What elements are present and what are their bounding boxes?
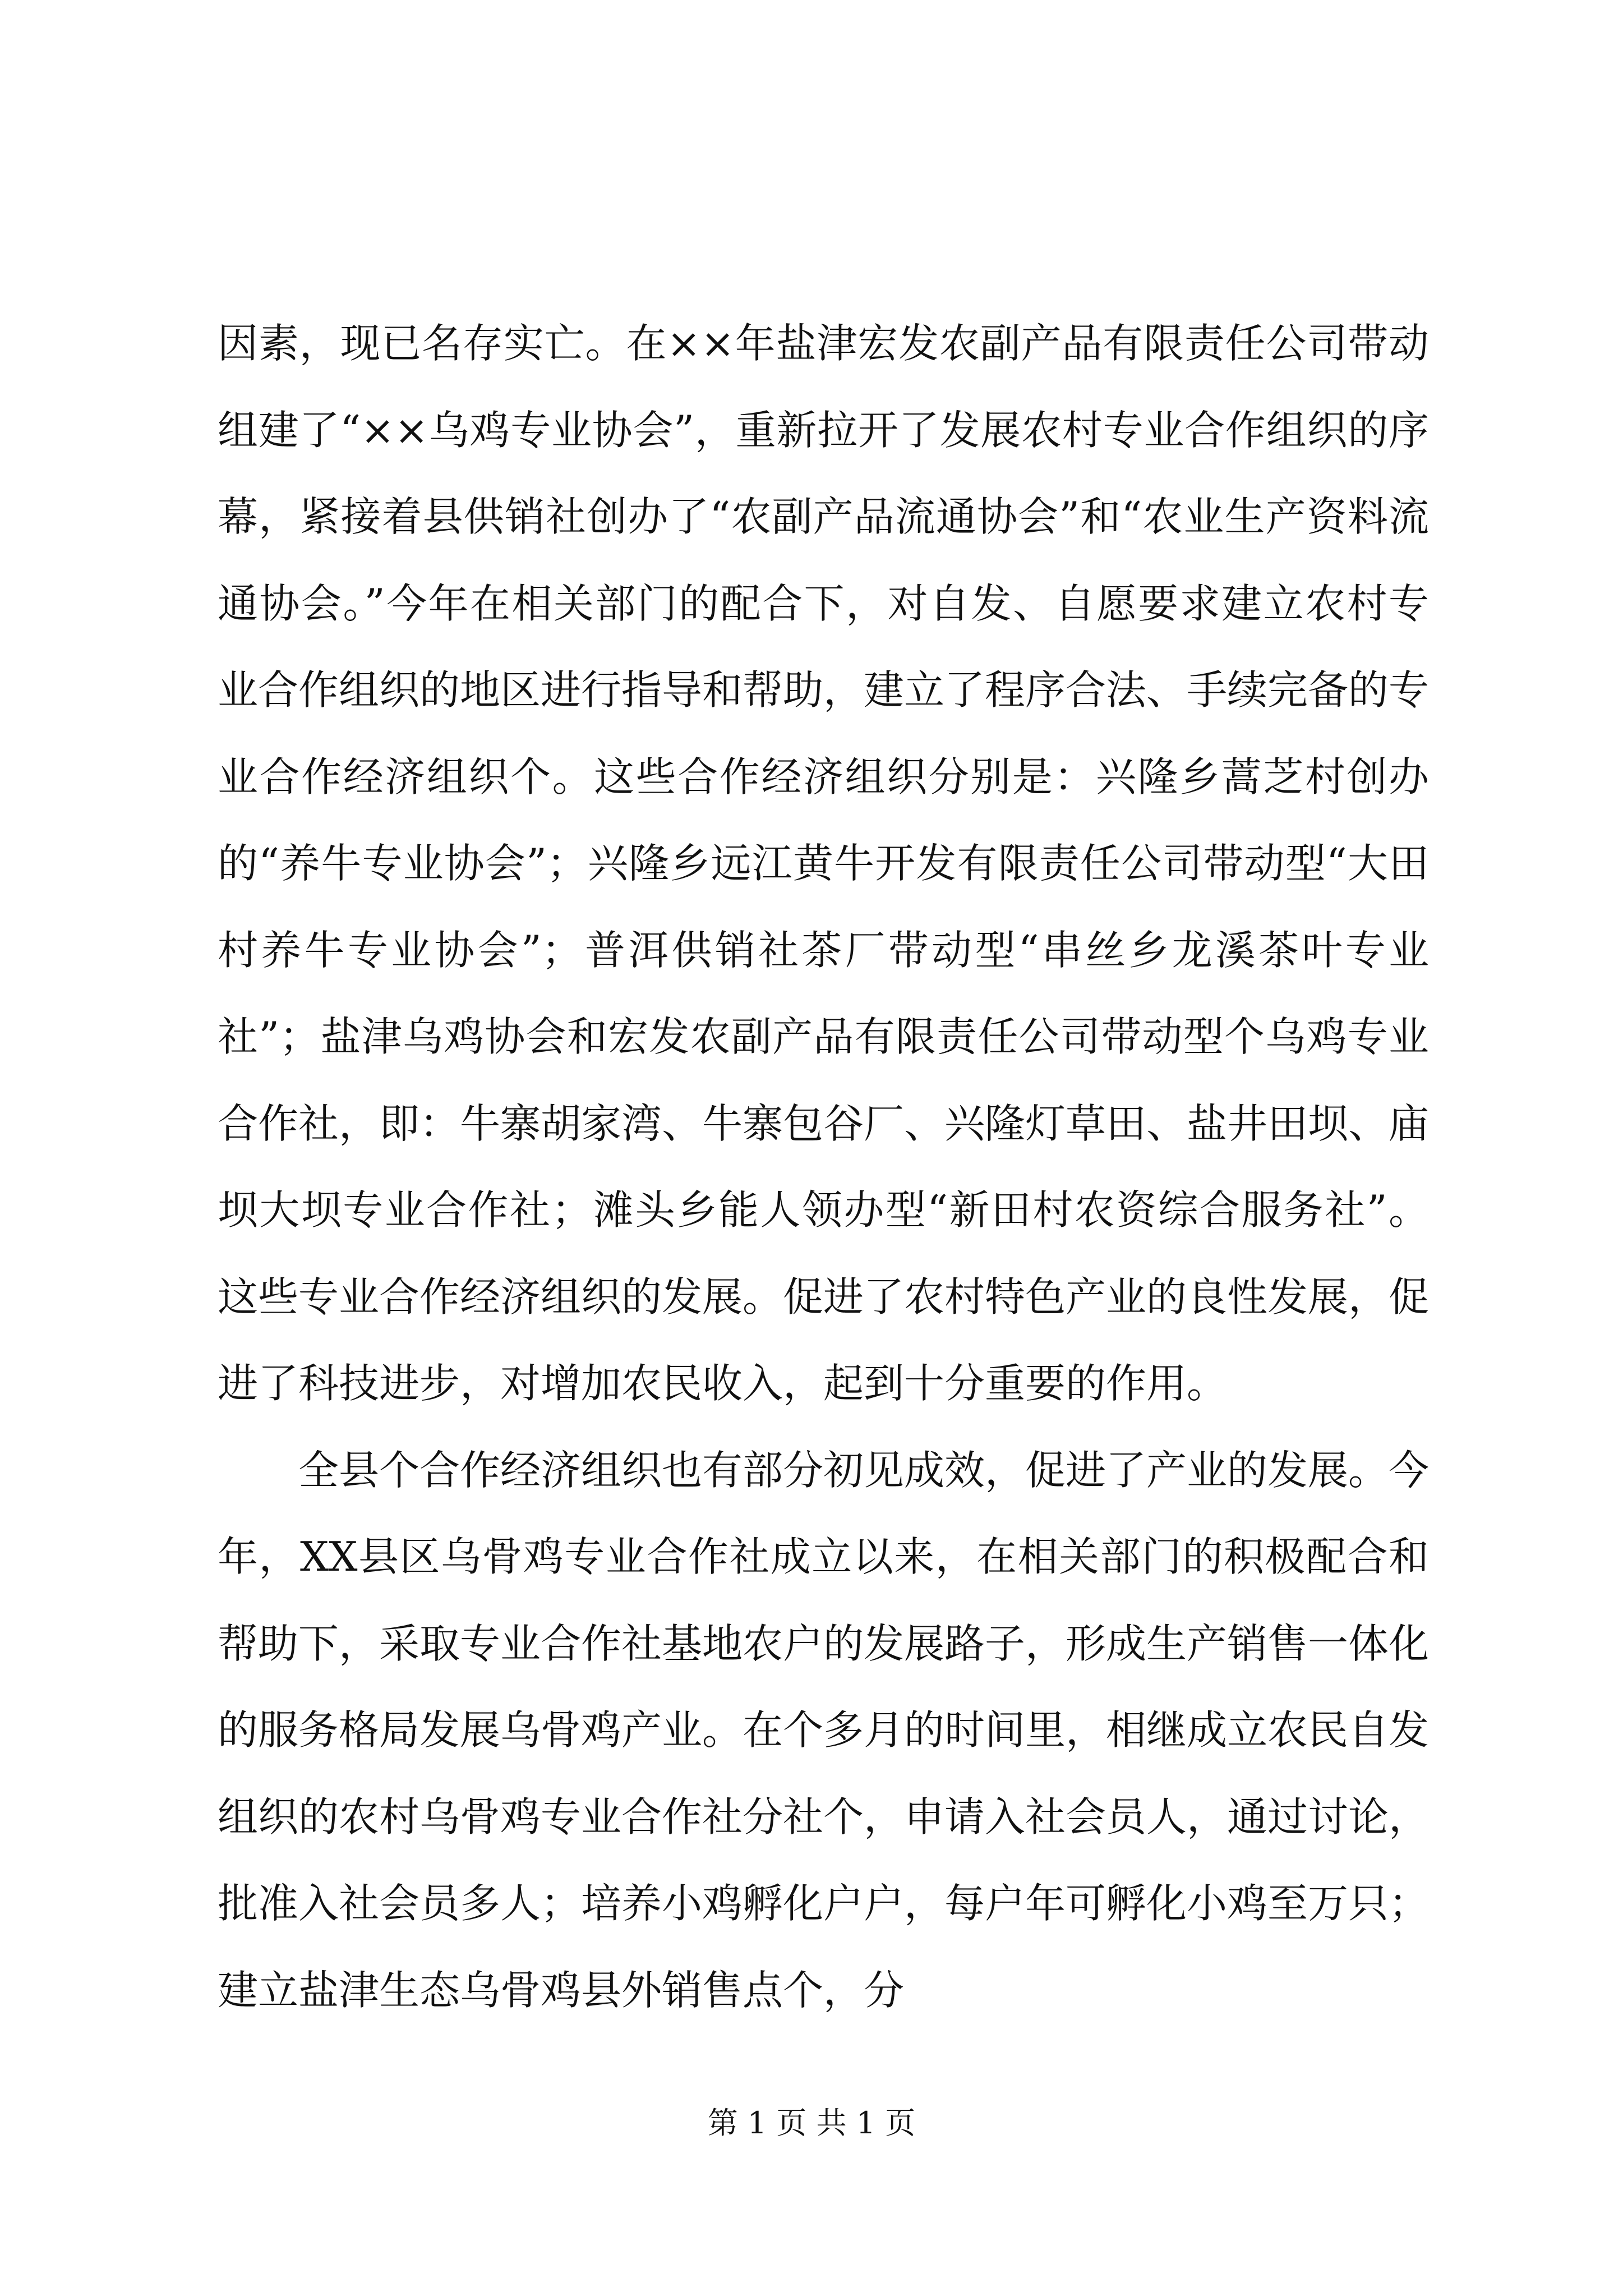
paragraph-2: 全县个合作经济组织也有部分初见成效，促进了产业的发展。今年，XX县区乌骨鸡专业合作社成立以来，在相关部门的积极配合和帮助下，采取专业合作社基地农户的发展路子，形成生产销售一体化的服务格局发展乌骨鸡产业。在个多月的时间里，相继成立农民自发组织的农村乌骨鸡专业合作社分社个，申请入社会员人，通过讨论，批准入社会员多人；培养小鸡孵化户户，每户年可孵化小鸡至万只；建立盐津生态乌骨鸡县外销售点个，分 [218, 1446, 1430, 2014]
page-footer: 第 1 页 共 1 页 [707, 2105, 916, 2141]
paragraph-1: 因素，现已名存实亡。在××年盐津宏发农副产品有限责任公司带动组建了“××乌鸡专业协会”，重新拉开了发展农村专业合作组织的序幕，紧接着县供销社创办了“农副产品流通协会”和“农业生产资料流通协会。”今年在相关部门的配合下，对自发、自愿要求建立农村专业合作组织的地区进行指导和帮助，建立了程序合法、手续完备的专业合作经济组织个。这些合作经济组织分别是：兴隆乡蒿芝村创办的“养牛专业协会”；兴隆乡远江黄牛开发有限责任公司带动型“大田村养牛专业协会”；普洱供销社茶厂带动型“串丝乡龙溪茶叶专业社”；盐津乌鸡协会和宏发农副产品有限责任公司带动型个乌鸡专业合作社，即：牛寨胡家湾、牛寨包谷厂、兴隆灯草田、盐井田坝、庙坝大坝专业合作社；滩头乡能人领办型“新田村农资综合服务社”。这些专业合作经济组织的发展。促进了农村特色产业的良性发展，促进了科技进步，对增加农民收入，起到十分重要的作用。 [218, 320, 1430, 1407]
document-body [218, 300, 1429, 2033]
